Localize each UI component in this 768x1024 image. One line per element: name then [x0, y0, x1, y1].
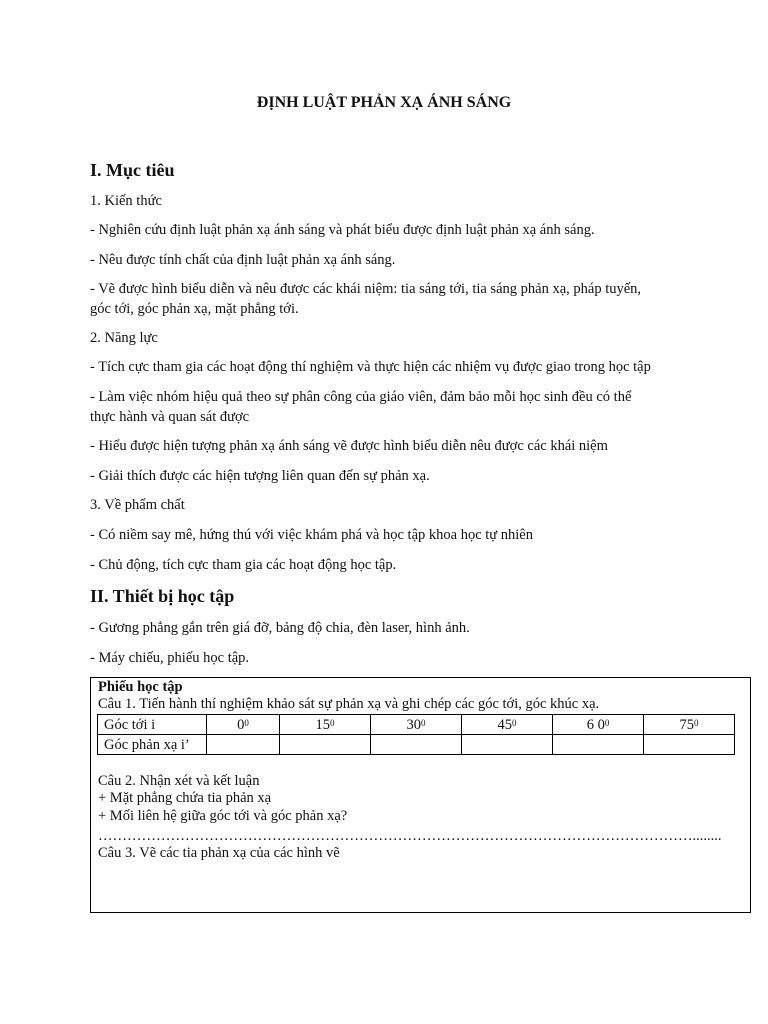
knowledge-item-2: - Nêu được tính chất của định luật phản xạ ánh sáng. [90, 252, 396, 268]
table-cell-empty[interactable] [553, 735, 644, 755]
worksheet-question-1: Câu 1. Tiến hành thí nghiệm khảo sát sự phản xạ và ghi chép các góc tới, góc khúc xạ. [98, 696, 600, 712]
angle-value: 45 [497, 716, 512, 733]
table-cell-angle [207, 715, 280, 735]
table-cell-angle [371, 715, 462, 735]
document-title: ĐỊNH LUẬT PHẢN XẠ ÁNH SÁNG [256, 94, 512, 111]
angles-table [97, 714, 735, 755]
worksheet-box [90, 677, 751, 913]
angle-value: 0 [237, 716, 245, 733]
subheading-competence: 2. Năng lực [90, 330, 158, 346]
worksheet-question-3: Câu 3. Vẽ các tia phản xạ của các hình vẽ [98, 845, 340, 861]
table-cell-label: Góc tới i [98, 715, 207, 735]
degree-mark: 0 [604, 717, 610, 728]
table-cell-empty[interactable] [207, 735, 280, 755]
angle-value: 15 [315, 716, 330, 733]
degree-mark: 0 [694, 717, 699, 728]
quality-item-1: - Có niềm say mê, hứng thú với việc khám phá và học tập khoa học tự nhiên [90, 527, 533, 543]
competence-item-1: - Tích cực tham gia các hoạt động thí nghiệm và thực hiện các nhiệm vụ được giao trong học tập [90, 359, 651, 375]
table-cell-label: Góc phản xạ i’ [98, 735, 207, 755]
quality-item-2: - Chủ động, tích cực tham gia các hoạt động học tập. [90, 557, 397, 573]
knowledge-item-1: - Nghiên cứu định luật phản xạ ánh sáng và phát biểu được định luật phản xạ ánh sáng. [90, 222, 595, 238]
worksheet-question-2b: + Mối liên hệ giữa góc tới và góc phản xạ? [98, 808, 348, 824]
table-row [98, 735, 735, 755]
degree-mark: 0 [421, 717, 426, 728]
worksheet-question-2a: + Mặt phẳng chứa tia phản xạ [98, 790, 272, 806]
competence-item-2-line2: thực hành và quan sát được [90, 409, 250, 425]
table-cell-empty[interactable] [644, 735, 735, 755]
equipment-item-1: - Gương phẳng gắn trên giá đỡ, bảng độ chia, đèn laser, hình ảnh. [90, 620, 470, 636]
table-cell-angle [462, 715, 553, 735]
angle-value: 6 0 [586, 716, 605, 733]
competence-item-2-line1: - Làm việc nhóm hiệu quả theo sự phân công của giáo viên, đảm bảo mỗi học sinh đều có thể [90, 389, 632, 405]
angle-value: 75 [679, 716, 694, 733]
table-cell-empty[interactable] [462, 735, 553, 755]
subheading-qualities: 3. Về phẩm chất [90, 497, 185, 513]
section-heading-objectives: I. Mục tiêu [90, 160, 175, 180]
equipment-item-2: - Máy chiếu, phiếu học tập. [90, 650, 250, 666]
table-cell-empty[interactable] [280, 735, 371, 755]
worksheet-title: Phiếu học tập [98, 679, 183, 695]
table-cell-angle [644, 715, 735, 735]
degree-mark: 0 [330, 717, 335, 728]
table-cell-empty[interactable] [371, 735, 462, 755]
subheading-knowledge: 1. Kiến thức [90, 193, 162, 209]
degree-mark: 0 [512, 717, 517, 728]
angle-value: 30 [406, 716, 421, 733]
knowledge-item-3-line2: góc tới, góc phản xạ, mặt phẳng tới. [90, 301, 299, 317]
table-cell-angle [280, 715, 371, 735]
table-row [98, 715, 735, 735]
table-cell-angle [553, 715, 644, 735]
degree-mark: 0 [244, 717, 249, 728]
knowledge-item-3-line1: - Vẽ được hình biểu diễn và nêu được các khái niệm: tia sáng tới, tia sáng phản xạ, pháp tuyến, [90, 281, 642, 297]
competence-item-4: - Giải thích được các hiện tượng liên quan đến sự phản xạ. [90, 468, 430, 484]
section-heading-equipment: II. Thiết bị học tập [90, 586, 235, 606]
worksheet-question-2: Câu 2. Nhận xét và kết luận [98, 773, 260, 789]
competence-item-3: - Hiểu được hiện tượng phản xạ ánh sáng vẽ được hình biểu diễn nêu được các khái niệm [90, 438, 608, 454]
answer-dotted-line: ……………………………………………………………………………………………………………........ [98, 828, 722, 844]
